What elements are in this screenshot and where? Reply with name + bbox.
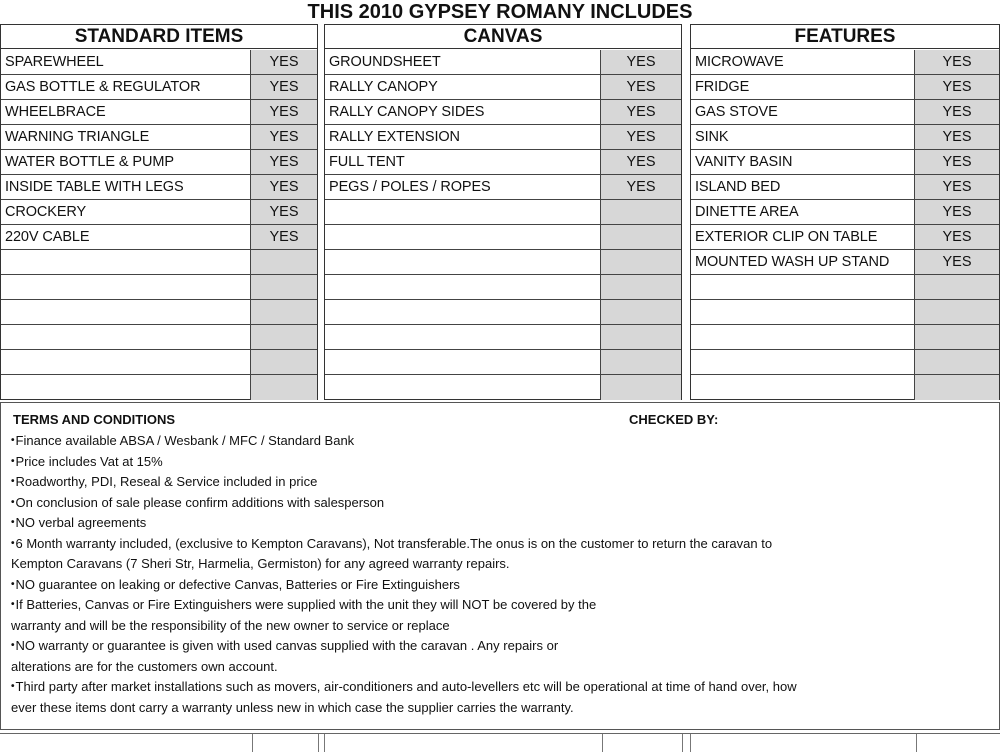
- standard-items-heading: STANDARD ITEMS: [1, 25, 317, 49]
- term-item: [11, 677, 991, 718]
- item-name-cell: MOUNTED WASH UP STAND: [691, 250, 915, 274]
- item-name-cell: [1, 350, 251, 374]
- item-name-cell: INSIDE TABLE WITH LEGS: [1, 175, 251, 199]
- item-name-cell: RALLY CANOPY: [325, 75, 601, 99]
- table-row: [691, 300, 999, 325]
- item-name-cell: [325, 300, 601, 324]
- table-row: [691, 50, 999, 75]
- table-row: [325, 300, 681, 325]
- bullet-icon: •: [11, 455, 15, 467]
- item-name-cell: SINK: [691, 125, 915, 149]
- term-item: [11, 431, 991, 452]
- term-text: Roadworthy, PDI, Reseal & Service included in price: [15, 474, 318, 489]
- table-row: [1, 275, 317, 300]
- term-text: If Batteries, Canvas or Fire Extinguishers were supplied with the unit they will NOT be covered by the warranty and will be the responsibility of the new owner to service or replace: [11, 597, 597, 633]
- item-name-cell: [691, 325, 915, 349]
- item-included-cell: [915, 275, 999, 299]
- item-name-cell: [325, 325, 601, 349]
- footer-divider: [916, 734, 917, 752]
- item-included-cell: [601, 250, 681, 274]
- table-row: [691, 100, 999, 125]
- term-item: [11, 636, 991, 677]
- item-included-cell: YES: [251, 150, 317, 174]
- item-included-cell: [601, 275, 681, 299]
- item-included-cell: [601, 300, 681, 324]
- table-row: [1, 300, 317, 325]
- bullet-icon: •: [11, 476, 15, 487]
- term-item: [11, 513, 991, 534]
- term-item: [11, 493, 991, 514]
- terms-and-conditions-box: [0, 402, 1000, 730]
- features-table: [690, 24, 1000, 400]
- term-item: [11, 452, 991, 473]
- term-text: NO warranty or guarantee is given with used canvas supplied with the caravan . Any repairs or alterations are for the customers own account.: [11, 638, 559, 674]
- item-name-cell: FRIDGE: [691, 75, 915, 99]
- item-included-cell: [251, 250, 317, 274]
- table-row: [1, 250, 317, 275]
- table-row: [1, 225, 317, 250]
- item-included-cell: YES: [915, 50, 999, 74]
- item-name-cell: DINETTE AREA: [691, 200, 915, 224]
- item-included-cell: [601, 200, 681, 224]
- item-name-cell: CROCKERY: [1, 200, 251, 224]
- table-row: [325, 175, 681, 200]
- term-text: Price includes Vat at 15%: [15, 453, 163, 469]
- table-row: [1, 325, 317, 350]
- item-included-cell: YES: [915, 150, 999, 174]
- item-name-cell: [325, 350, 601, 374]
- standard-items-table: [0, 24, 318, 400]
- table-row: [1, 150, 317, 175]
- table-row: [691, 125, 999, 150]
- item-name-cell: [325, 275, 601, 299]
- item-name-cell: GAS BOTTLE & REGULATOR: [1, 75, 251, 99]
- item-included-cell: [251, 350, 317, 374]
- item-name-cell: [1, 325, 251, 349]
- item-name-cell: ISLAND BED: [691, 175, 915, 199]
- item-name-cell: GAS STOVE: [691, 100, 915, 124]
- item-name-cell: GROUNDSHEET: [325, 50, 601, 74]
- table-row: [325, 50, 681, 75]
- item-name-cell: [1, 375, 251, 400]
- item-included-cell: YES: [251, 200, 317, 224]
- features-heading: FEATURES: [691, 25, 999, 49]
- item-included-cell: YES: [251, 225, 317, 249]
- bullet-icon: •: [11, 578, 15, 590]
- item-included-cell: YES: [915, 75, 999, 99]
- item-included-cell: [915, 350, 999, 374]
- item-included-cell: [915, 300, 999, 324]
- table-row: [325, 250, 681, 275]
- footer-divider: [318, 734, 319, 752]
- item-included-cell: YES: [915, 225, 999, 249]
- item-included-cell: YES: [601, 100, 681, 124]
- table-row: [691, 200, 999, 225]
- canvas-heading: CANVAS: [325, 25, 681, 49]
- footer-divider: [324, 734, 325, 752]
- term-text: Finance available ABSA / Wesbank / MFC / Standard Bank: [15, 433, 355, 448]
- bullet-icon: •: [11, 599, 15, 610]
- item-included-cell: YES: [601, 50, 681, 74]
- item-included-cell: YES: [915, 200, 999, 224]
- table-row: [691, 175, 999, 200]
- item-name-cell: [691, 350, 915, 374]
- table-row: [325, 200, 681, 225]
- item-name-cell: [691, 375, 915, 400]
- item-included-cell: YES: [915, 125, 999, 149]
- table-row: [1, 175, 317, 200]
- term-item: [11, 472, 991, 493]
- item-name-cell: [325, 225, 601, 249]
- table-row: [325, 75, 681, 100]
- bullet-icon: •: [11, 435, 15, 446]
- item-name-cell: VANITY BASIN: [691, 150, 915, 174]
- item-included-cell: [601, 325, 681, 349]
- table-row: [325, 225, 681, 250]
- terms-heading: TERMS AND CONDITIONS: [13, 412, 176, 427]
- item-name-cell: [1, 300, 251, 324]
- item-name-cell: [691, 300, 915, 324]
- footer-divider: [682, 734, 683, 752]
- table-row: [691, 225, 999, 250]
- bullet-icon: •: [11, 517, 15, 528]
- term-text: NO guarantee on leaking or defective Canvas, Batteries or Fire Extinguishers: [15, 576, 460, 592]
- item-included-cell: [251, 375, 317, 400]
- item-name-cell: FULL TENT: [325, 150, 601, 174]
- term-item: [11, 575, 991, 596]
- item-included-cell: YES: [915, 175, 999, 199]
- term-text: On conclusion of sale please confirm additions with salesperson: [15, 494, 385, 510]
- footer-divider: [690, 734, 691, 752]
- item-name-cell: MICROWAVE: [691, 50, 915, 74]
- item-included-cell: YES: [251, 75, 317, 99]
- item-included-cell: YES: [251, 50, 317, 74]
- table-row: [691, 275, 999, 300]
- table-row: [691, 350, 999, 375]
- table-row: [325, 125, 681, 150]
- table-row: [325, 325, 681, 350]
- footer-table-strip: [0, 733, 1000, 751]
- item-included-cell: [601, 350, 681, 374]
- table-row: [1, 200, 317, 225]
- item-name-cell: WHEELBRACE: [1, 100, 251, 124]
- bullet-icon: •: [11, 681, 15, 692]
- features-rows: [691, 50, 999, 399]
- item-included-cell: [251, 325, 317, 349]
- item-name-cell: RALLY EXTENSION: [325, 125, 601, 149]
- item-name-cell: 220V CABLE: [1, 225, 251, 249]
- standard-items-rows: [1, 50, 317, 399]
- item-included-cell: YES: [251, 175, 317, 199]
- item-name-cell: RALLY CANOPY SIDES: [325, 100, 601, 124]
- table-row: [325, 150, 681, 175]
- table-row: [691, 75, 999, 100]
- page-title: THIS 2010 GYPSEY ROMANY INCLUDES: [307, 1, 693, 23]
- table-row: [1, 350, 317, 375]
- item-name-cell: PEGS / POLES / ROPES: [325, 175, 601, 199]
- item-included-cell: [251, 275, 317, 299]
- item-included-cell: YES: [601, 175, 681, 199]
- item-included-cell: [601, 375, 681, 400]
- bullet-icon: •: [11, 537, 15, 549]
- item-name-cell: [1, 250, 251, 274]
- term-item: [11, 595, 991, 636]
- item-included-cell: [601, 225, 681, 249]
- term-text: NO verbal agreements: [15, 515, 147, 530]
- item-included-cell: YES: [601, 75, 681, 99]
- table-row: [691, 325, 999, 350]
- item-included-cell: [915, 375, 999, 400]
- item-name-cell: [325, 375, 601, 400]
- table-row: [325, 375, 681, 400]
- term-item: [11, 534, 991, 575]
- bullet-icon: •: [11, 496, 15, 508]
- item-name-cell: EXTERIOR CLIP ON TABLE: [691, 225, 915, 249]
- table-row: [691, 375, 999, 400]
- item-name-cell: [1, 275, 251, 299]
- item-included-cell: YES: [601, 150, 681, 174]
- item-name-cell: WARNING TRIANGLE: [1, 125, 251, 149]
- terms-list: [11, 431, 991, 718]
- item-name-cell: [691, 275, 915, 299]
- table-row: [1, 125, 317, 150]
- item-included-cell: YES: [915, 250, 999, 274]
- table-row: [1, 75, 317, 100]
- term-text: 6 Month warranty included, (exclusive to Kempton Caravans), Not transferable.The onus is on the customer to return the caravan to Kempton Caravans (7 Sheri Str, Harmelia, Germiston) for any agreed warranty repairs.: [11, 535, 773, 571]
- item-included-cell: [915, 325, 999, 349]
- canvas-table: [324, 24, 682, 400]
- table-row: [1, 100, 317, 125]
- table-row: [325, 350, 681, 375]
- item-included-cell: [251, 300, 317, 324]
- table-row: [325, 100, 681, 125]
- table-row: [325, 275, 681, 300]
- item-name-cell: SPAREWHEEL: [1, 50, 251, 74]
- item-name-cell: [325, 250, 601, 274]
- item-included-cell: YES: [915, 100, 999, 124]
- footer-divider: [252, 734, 253, 752]
- table-row: [1, 375, 317, 400]
- table-row: [691, 250, 999, 275]
- item-name-cell: [325, 200, 601, 224]
- bullet-icon: •: [11, 640, 15, 651]
- item-name-cell: WATER BOTTLE & PUMP: [1, 150, 251, 174]
- item-included-cell: YES: [251, 125, 317, 149]
- footer-divider: [602, 734, 603, 752]
- table-row: [691, 150, 999, 175]
- canvas-rows: [325, 50, 681, 399]
- term-text: Third party after market installations such as movers, air-conditioners and auto-levellers etc will be operational at time of hand over, how ever these items dont carry a warranty unless new in which case the supplier carries the warranty.: [11, 679, 797, 715]
- item-included-cell: YES: [601, 125, 681, 149]
- table-row: [1, 50, 317, 75]
- checked-by-label: CHECKED BY:: [629, 412, 719, 427]
- item-included-cell: YES: [251, 100, 317, 124]
